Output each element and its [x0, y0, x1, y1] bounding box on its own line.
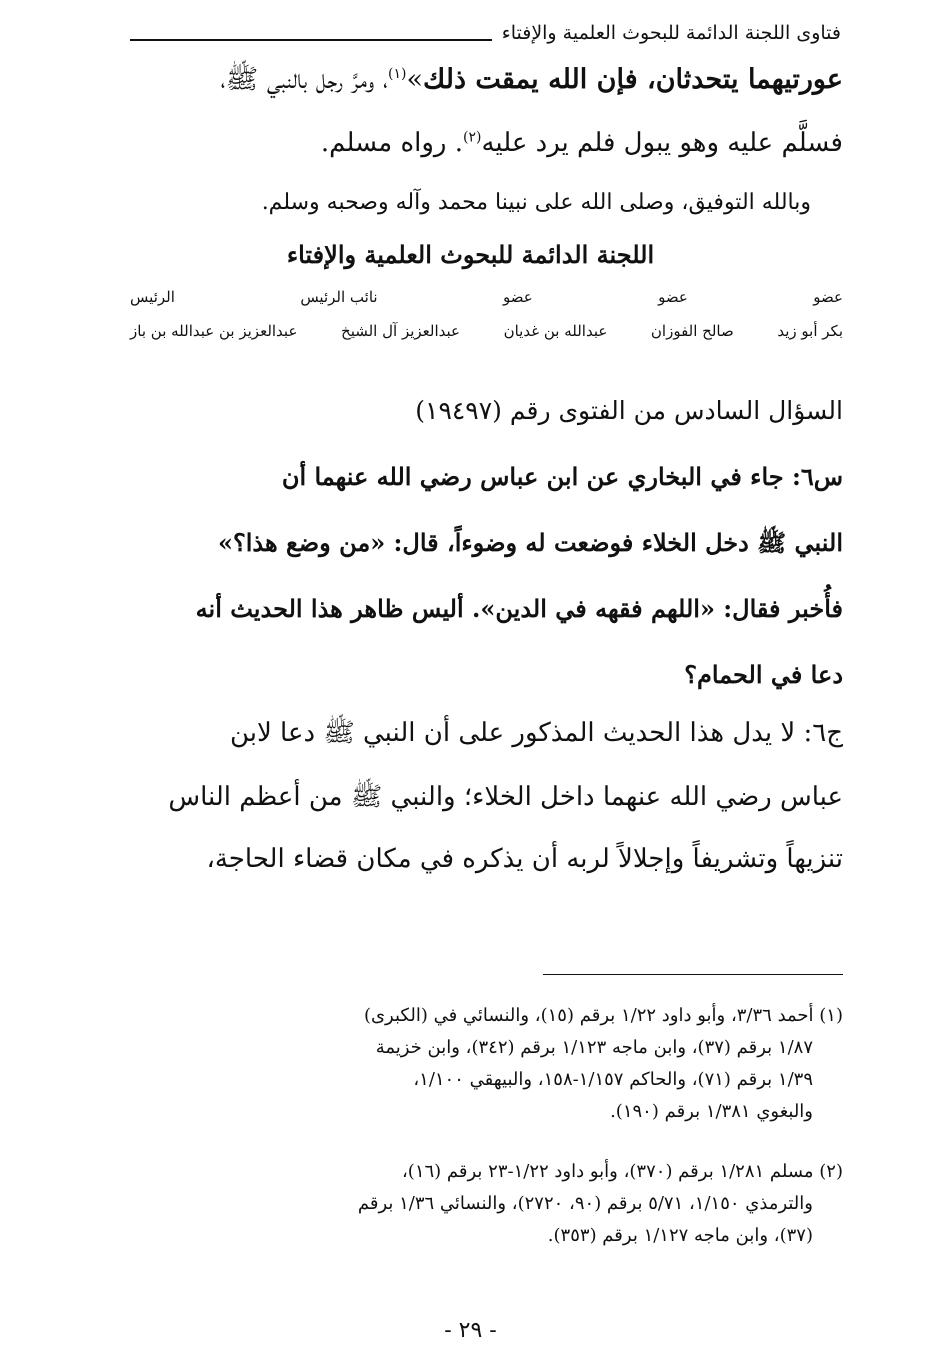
footnote-line: (٣٧)، وابن ماجه ١/١٢٧ برقم (٣٥٣).: [547, 1225, 813, 1246]
member-role: الرئيس: [130, 288, 175, 306]
member-name: عبدالعزيز آل الشيخ: [341, 322, 460, 340]
paragraph-line-2: [118, 128, 843, 158]
footnote-2: [150, 1156, 843, 1252]
answer-line: ج٦: لا يدل هذا الحديث المذكور على أن النبي ﷺ دعا لابن: [229, 718, 843, 748]
footnote-ref-1: (١): [388, 66, 407, 82]
member-role: عضو: [813, 288, 843, 306]
footnote-line: والبغوي ١/٣٨١ برقم (١٩٠).: [610, 1101, 813, 1122]
signature-roles: [130, 288, 843, 306]
footnote-ref-2: (٢): [462, 129, 482, 146]
member-name: بكر أبو زيد: [777, 322, 843, 340]
footnote-line: (١) أحمد ٣/٣٦، وأبو داود ١/٢٢ برقم (١٥)، والنسائي في (الكبرى): [363, 1005, 843, 1026]
footnote-line: ١/٣٩ برقم (٧١)، والحاكم ١/١٥٧-١٥٨، والبيهقي ١/١٠٠،: [413, 1069, 813, 1090]
paragraph-text: . رواه مسلم.: [320, 128, 463, 158]
paragraph-text: فسلَّم عليه وهو يبول فلم يرد عليه: [481, 128, 843, 158]
member-name: صالح الفوزان: [650, 322, 734, 340]
signature-names: [130, 322, 843, 340]
committee-title: اللجنة الدائمة للبحوث العلمية والإفتاء: [286, 240, 655, 269]
question-line: س٦: جاء في البخاري عن ابن عباس رضي الله عنهما أن: [281, 462, 843, 491]
footnote-line: والترمذي ١/١٥٠، ٥/٧١ برقم (٩٠، ٢٧٢٠)، والنسائي ١/٣٦ برقم: [357, 1193, 813, 1214]
member-role: نائب الرئيس: [300, 288, 378, 306]
header-title: فتاوى اللجنة الدائمة للبحوث العلمية والإفتاء: [501, 22, 841, 44]
question-line: النبي ﷺ دخل الخلاء فوضعت له وضوءاً، قال: «من وضع هذا؟»: [217, 528, 843, 557]
answer-line: تنزيهاً وتشريفاً وإجلالاً لربه أن يذكره في مكان قضاء الحاجة،: [206, 844, 843, 874]
answer-line: عباس رضي الله عنهما داخل الخلاء؛ والنبي ﷺ من أعظم الناس: [168, 782, 843, 812]
footnote-1: [150, 1000, 843, 1128]
header-rule: [130, 39, 492, 41]
member-role: عضو: [658, 288, 688, 306]
footnote-line: ١/٨٧ برقم (٣٧)، وابن ماجه ١/١٢٣ برقم (٣٤٢)، وابن خزيمة: [375, 1037, 813, 1058]
member-name: عبدالعزيز بن عبدالله بن باز: [130, 322, 298, 340]
paragraph-text: ، ومرَّ رجل بالنبي ﷺ،: [220, 64, 388, 95]
question-title: السؤال السادس من الفتوى رقم (١٩٤٩٧): [415, 396, 843, 425]
question-line: دعا في الحمام؟: [684, 660, 843, 689]
page-number: - ٢٩ -: [444, 1318, 497, 1343]
closing-line: وبالله التوفيق، وصلى الله على نبينا محمد وآله وصحبه وسلم.: [261, 190, 811, 215]
quote-close: »: [406, 64, 423, 95]
footnote-line: (٢) مسلم ١/٢٨١ برقم (٣٧٠)، وأبو داود ١/٢٢-٢٣ برقم (١٦)،: [401, 1161, 843, 1182]
question-line: فأُخبر فقال: «اللهم فقهه في الدين». أليس ظاهر هذا الحديث أنه: [195, 594, 843, 623]
member-role: عضو: [503, 288, 533, 306]
member-name: عبدالله بن غديان: [503, 322, 608, 340]
footnote-separator: [543, 974, 843, 975]
paragraph-line-1: [118, 62, 843, 102]
hadith-text: عورتيهما يتحدثان، فإن الله يمقت ذلك: [423, 64, 843, 95]
running-header: [130, 16, 841, 50]
